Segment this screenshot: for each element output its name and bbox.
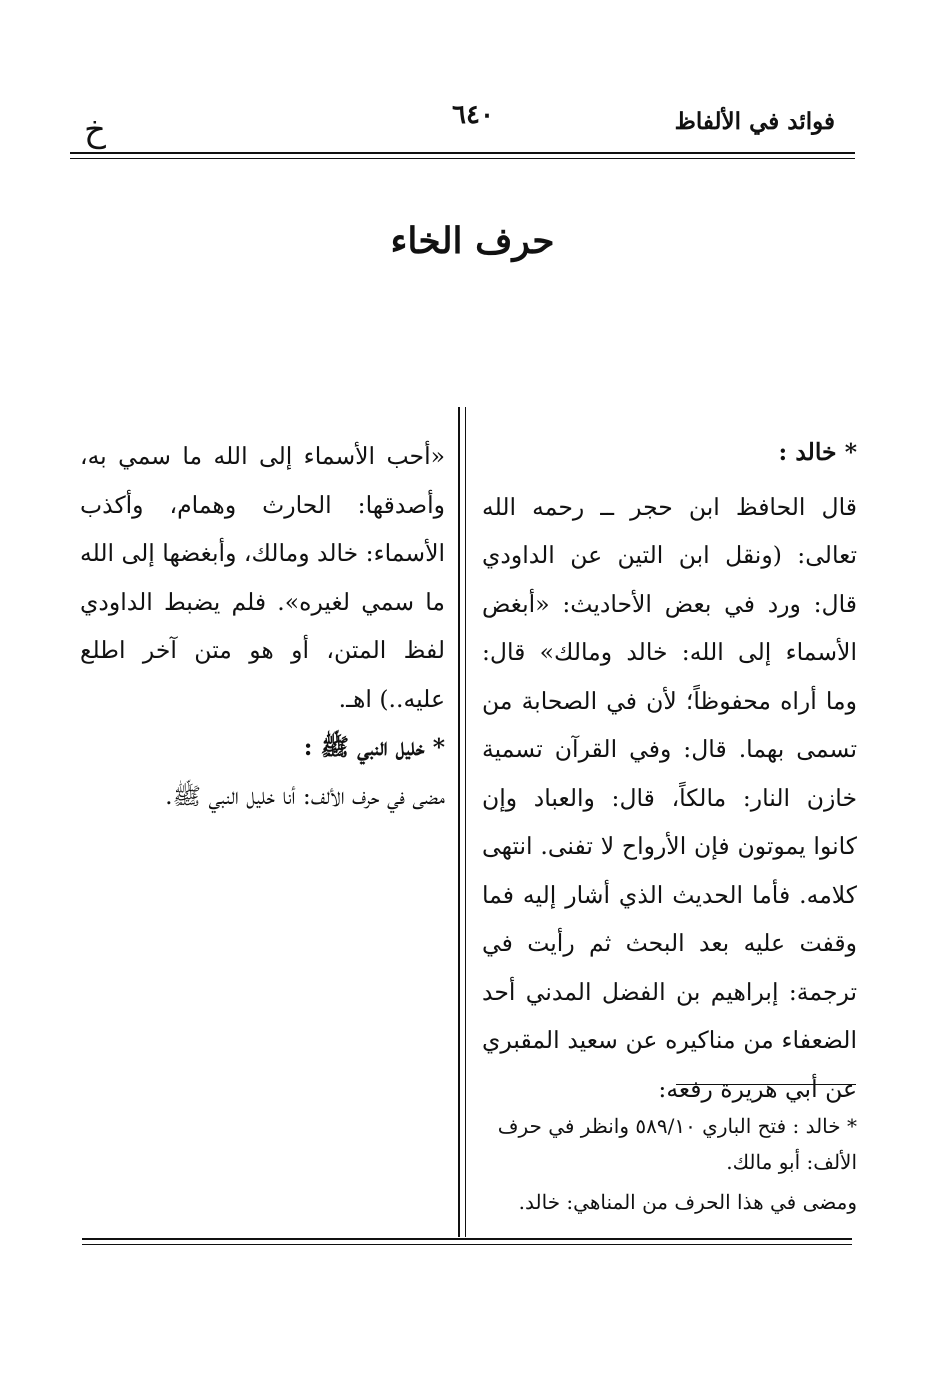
- page-number: ٦٤٠: [452, 100, 494, 130]
- footer-rule-thin: [82, 1244, 852, 1245]
- column-divider-thin: [465, 407, 466, 1237]
- footnote-line: ومضى في هذا الحرف من المناهي: خالد.: [518, 1190, 857, 1214]
- header-rule-thin: [70, 158, 855, 159]
- entry-heading-khalil: * خليل النبي ﷺ :: [303, 733, 445, 761]
- footer-rule-thick: [82, 1238, 852, 1240]
- footnotes: [482, 1108, 857, 1224]
- left-column: [80, 432, 445, 820]
- right-column: [482, 428, 857, 1113]
- entry-body-khalil: مضى في حرف الألف: أنا خليل النبي ﷺ.: [165, 781, 445, 810]
- entry-heading-khalid: * خالد :: [778, 438, 857, 466]
- footnote-rule: [676, 1084, 856, 1085]
- running-header-letter: خ: [84, 110, 106, 150]
- header-rule-thick: [70, 152, 855, 154]
- entry-body-khalid-continued: «أحب الأسماء إلى الله ما سمي به، وأصدقها: الحارث وهمام، وأكذب الأسماء: خالد ومالك، وأبغضها إلى الله ما سمي لغيره». فلم يضبط الداودي لفظ المتن، أو هو متن آخر اطلع عليه..) اهـ.: [80, 442, 445, 713]
- chapter-title: حرف الخاء: [390, 220, 555, 262]
- column-divider: [458, 407, 460, 1237]
- running-header-title: فوائد في الألفاظ: [674, 108, 835, 135]
- entry-body-khalid: قال الحافظ ابن حجر ــ رحمه الله تعالى: (ونقل ابن التين عن الداودي قال: ورد في بعض الأحاديث: «أبغض الأسماء إلى الله: خالد ومالك» قال: وما أراه محفوظاً؛ لأن في الصحابة من تسمى بهما. قال: وفي القرآن تسمية خازن النار: مالكاً، قال: والعباد وإن كانوا يموتون فإن الأرواح لا تفنى. انتهى كلامه. فأما الحديث الذي أشار إليه فما وقفت عليه بعد البحث ثم رأيت في ترجمة: إبراهيم بن الفضل المدني أحد الضعفاء من مناكيره عن سعيد المقبري عن أبي هريرة رفعه:: [482, 492, 857, 1103]
- footnote-line: * خالد : فتح الباري ٥٨٩/١٠ وانظر في حرف الألف: أبو مالك.: [497, 1114, 857, 1174]
